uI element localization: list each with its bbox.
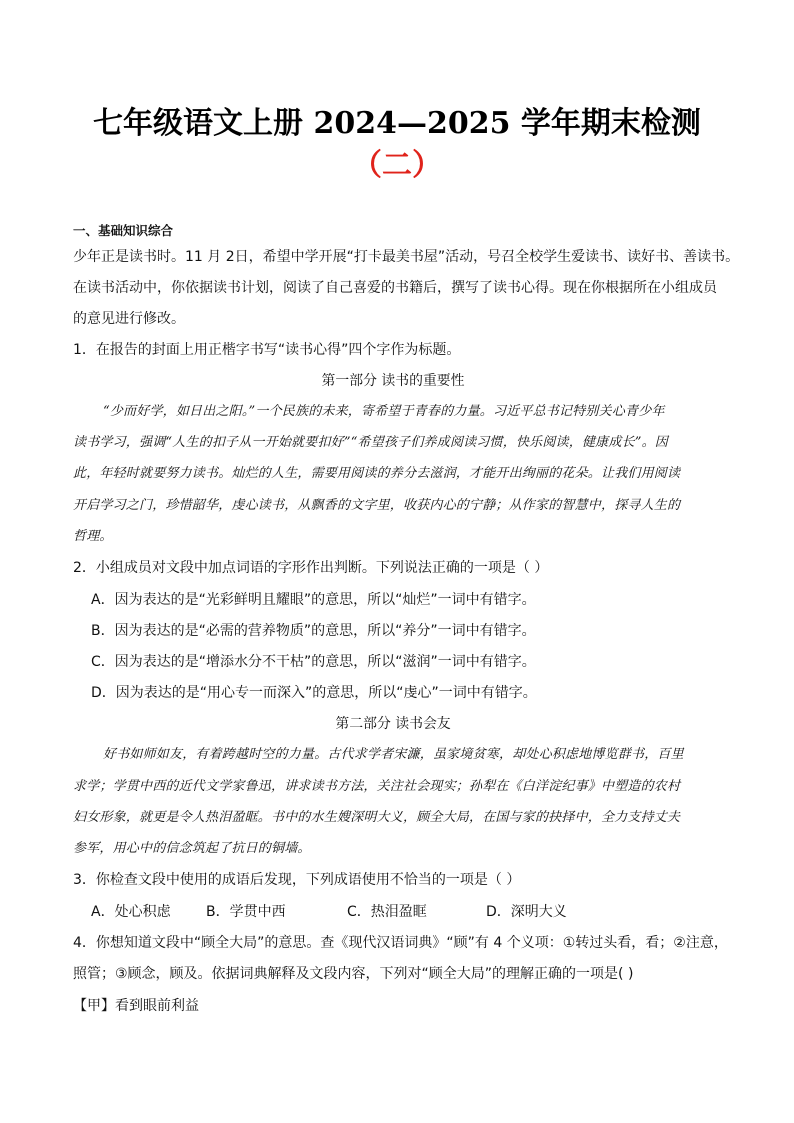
question-3-option-c: C．热泪盈眶 [347, 904, 427, 920]
part1-paragraph-line-3: 此，年轻时就要努力读书。灿烂的人生，需要用阅读的养分去滋润，才能开出绚丽的花朵。让我们用阅读 [73, 466, 681, 481]
part2-title: 第二部分 读书会友 [335, 716, 451, 732]
part1-paragraph-line-5: 哲理。 [73, 529, 113, 544]
question-4-line-1: 4．你想知道文段中“顾全大局”的意思。查《现代汉语词典》“顾”有 4 个义项：①转过头看，看；②注意， [73, 935, 728, 951]
question-3-option-a: A．处心积虑 [91, 904, 171, 920]
part2-paragraph-line-2: 求学；学贯中西的近代文学家鲁迅，讲求读书方法，关注社会现实；孙犁在《白洋淀纪事》中塑造的农村 [73, 779, 681, 794]
question-1: 1．在报告的封面上用正楷字书写“读书心得”四个字作为标题。 [73, 342, 461, 358]
question-2-option-b: B．因为表达的是“必需的营养物质”的意思，所以“养分”一词中有错字。 [91, 623, 536, 639]
question-2-option-d: D．因为表达的是“用心专一而深入”的意思，所以“虔心”一词中有错字。 [91, 685, 537, 701]
question-2-option-c: C．因为表达的是“增添水分不干枯”的意思，所以“滋润”一词中有错字。 [91, 654, 536, 670]
question-3-stem: 3．你检查文段中使用的成语后发现，下列成语使用不恰当的一项是（ ） [73, 872, 521, 888]
part2-paragraph-line-4: 参军，用心中的信念筑起了抗日的铜墙。 [73, 841, 311, 856]
part1-paragraph-line-2: 读书学习，强调“人生的扣子从一开始就要扣好”“希望孩子们养成阅读习惯，快乐阅读，健康成长”。因 [73, 435, 668, 450]
intro-line-1: 少年正是读书时。11 月 2日，希望中学开展“打卡最美书屋”活动，号召全校学生爱读书、读好书、善读书。 [73, 249, 740, 265]
part2-paragraph-line-1: 好书如师如友，有着跨越时空的力量。古代求学者宋濂，虽家境贫寒，却处心积虑地博览群书，百里 [103, 747, 684, 762]
part1-paragraph-line-4: 开启学习之门，珍惜韶华，虔心读书，从飘香的文字里，收获内心的宁静；从作家的智慧中，探寻人生的 [73, 498, 681, 513]
intro-line-3: 的意见进行修改。 [73, 311, 185, 327]
intro-line-2: 在读书活动中，你依据读书计划，阅读了自己喜爱的书籍后，撰写了读书心得。现在你根据所在小组成员 [73, 280, 717, 296]
question-4-line-2: 照管；③顾念，顾及。依据词典解释及文段内容，下列对“顾全大局”的理解正确的一项是( ) [73, 966, 634, 982]
section-heading: 一、基础知识综合 [73, 223, 174, 238]
part1-paragraph-line-1: “少而好学，如日出之阳。”一个民族的未来，寄希望于青春的力量。习近平总书记特别关心青少年 [103, 404, 665, 419]
exam-title: 七年级语文上册 2024—2025 学年期末检测 [93, 106, 701, 141]
part1-title: 第一部分 读书的重要性 [321, 373, 465, 389]
part2-paragraph-line-3: 妇女形象，就更是令人热泪盈眶。书中的水生嫂深明大义，顾全大局，在国与家的抉择中，全力支持丈夫 [73, 810, 681, 825]
question-3-options [91, 902, 611, 922]
question-4-option-jia: 【甲】看到眼前利益 [73, 998, 199, 1014]
question-2-stem: 2．小组成员对文段中加点词语的字形作出判断。下列说法正确的一项是（ ） [73, 560, 549, 576]
question-3-option-b: B．学贯中西 [206, 904, 286, 920]
exam-subtitle: （二） [352, 148, 442, 183]
question-2-option-a: A．因为表达的是“光彩鲜明且耀眼”的意思，所以“灿烂”一词中有错字。 [91, 592, 536, 608]
question-3-option-d: D．深明大义 [486, 904, 567, 920]
